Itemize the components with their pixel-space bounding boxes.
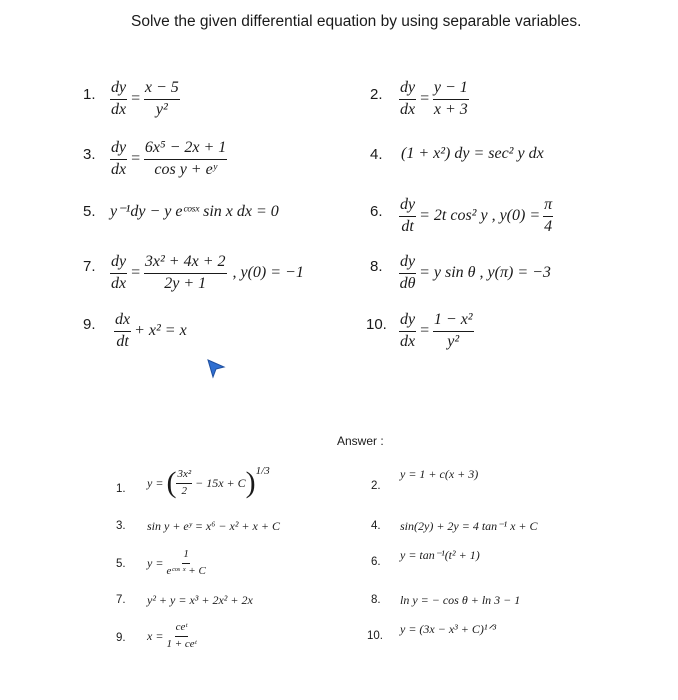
answer-7-number: 7. [116,594,126,606]
problem-10-number: 10. [366,316,387,333]
answer-1-expression: y = ( $\frac{\text{3x²}}{2}$ − 15x + C ) 1/3 [147,465,270,499]
answer-6-expression: y = tan⁻¹(t² + 1) [400,548,480,562]
answer-4-number: 4. [371,520,381,532]
answer-5-number: 5. [116,558,126,570]
answer-2-expression: y = 1 + c(x + 3) [400,467,479,481]
problem-3-number: 3. [83,146,96,163]
problem-2-number: 2. [370,86,383,103]
problem-6-number: 6. [370,203,383,220]
problem-2-equation: $\frac{dy}{dx}$ = $\frac{y - 1}{x + 3}$ [400,79,468,118]
problem-5-equation: y⁻¹dy − y eᶜᵒˢˣ sin x dx = 0 [110,203,279,220]
answer-9-number: 9. [116,632,126,644]
problem-8-number: 8. [370,258,383,275]
answer-10-expression: y = (3x − x³ + C)¹ᐟ³ [400,622,497,636]
problem-6-equation: $\frac{dy}{dt}$ = 2t cos² y , y(0) = $\frac{\pi}{4}$ [400,196,553,235]
problem-10-equation: $\frac{dy}{dx}$ = $\frac{\text{1 − x²}}{\text{y²}}$ [400,311,473,350]
mouse-pointer-icon [205,358,227,380]
answer-2-number: 2. [371,480,381,492]
answer-9-expression: x = $\frac{\text{ceᵗ}}{\text{1 + ceᵗ}}$ [147,621,197,650]
problem-9-number: 9. [83,316,96,333]
problem-1-equation: $\frac{dy}{dx}$ = $\frac{x - 5}{\text{y²}}$ [111,79,179,118]
problem-7-equation: $\frac{dy}{dx}$ = $\frac{\text{3x² + 4x + 2}}{2y + 1}$ , y(0) = −1 [111,253,304,292]
problem-7-number: 7. [83,258,96,275]
answer-3-expression: sin y + eʸ = x⁶ − x² + x + C [147,519,280,533]
answer-6-number: 6. [371,556,381,568]
answer-3-number: 3. [116,520,126,532]
problem-3-equation: $\frac{dy}{dx}$ = $\frac{\text{6x⁵ − 2x + 1}}{\text{cos y + eʸ}}$ [111,139,227,178]
answer-10-number: 10. [367,630,383,642]
answer-7-expression: y² + y = x³ + 2x² + 2x [147,593,253,607]
page-title: Solve the given differential equation by using separable variables. [131,13,582,30]
answer-5-expression: y = $\frac{1}{\text{eᶜᵒˢ ˣ + C}}$ [147,548,206,577]
problem-4-number: 4. [370,146,383,163]
problem-9-equation: $\frac{dx}{dt}$ + x² = x [115,311,187,350]
problem-8-equation: $\frac{dy}{d\theta}$ = y sin θ , y(π) = −3 [399,253,551,292]
answer-4-expression: sin(2y) + 2y = 4 tan⁻¹ x + C [400,519,538,533]
answer-8-number: 8. [371,594,381,606]
answer-label: Answer : [337,434,384,448]
answer-1-number: 1. [116,483,126,495]
problem-4-equation: (1 + x²) dy = sec² y dx [401,145,544,162]
problem-5-number: 5. [83,203,96,220]
answer-8-expression: ln y = − cos θ + ln 3 − 1 [400,593,521,607]
problem-1-number: 1. [83,86,96,103]
